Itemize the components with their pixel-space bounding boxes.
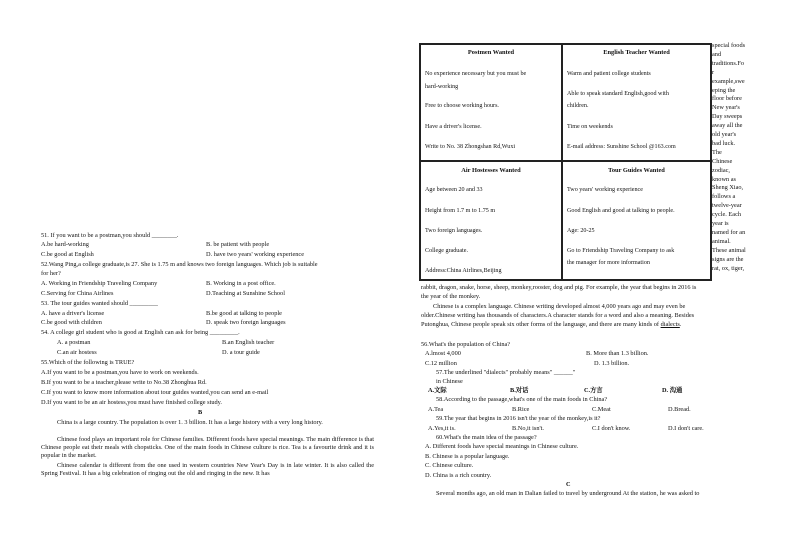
question-55: 55.Which of the following is TRUE?: [41, 359, 135, 366]
option-54c: C.an air hostess: [57, 349, 97, 356]
side-line: away all the: [712, 122, 743, 130]
english-teacher-ad: [562, 44, 711, 161]
question-59: 59.The year that begins in 2016 isn't the year of the monkey,is it?: [436, 415, 601, 422]
option-56c: C.12 million: [425, 360, 457, 367]
guides-title: Tour Guides Wanted: [608, 167, 665, 174]
guides-line-4: Go to Friendship Traveling Company to ask: [567, 248, 675, 254]
side-line: Chinese: [712, 157, 733, 165]
side-line: r: [712, 68, 715, 76]
side-line: rat, ox, tiger,: [712, 264, 745, 272]
passage-c-line-1: Several months ago, an old man in Dalian failed to travel by underground At the station, he was asked to: [436, 490, 700, 497]
option-57d: D. 沟通: [662, 387, 683, 394]
option-58a: A.Tea: [428, 406, 444, 413]
option-51b: B. be patient with people: [206, 241, 270, 248]
question-53: 53. The tour guides wanted should _________: [41, 300, 158, 307]
dialects-underlined: dialects: [660, 321, 680, 328]
guides-line-3: Age: 20-25: [567, 228, 595, 234]
option-51a: A.be hard-working: [41, 241, 89, 248]
side-line: old year's: [712, 131, 737, 138]
side-line: and: [712, 50, 722, 58]
option-54d: D. a tour guide: [222, 349, 260, 356]
side-line: example,swe: [712, 77, 745, 85]
option-59c: C.I don't know.: [592, 425, 631, 432]
option-58c: C.Meat: [592, 406, 611, 413]
side-line: traditions.Fo: [712, 59, 745, 67]
postmen-line-5: Write to No. 38 Zhongshan Rd,Wuxi: [425, 144, 516, 150]
option-53d: D. speak two foreign languages: [206, 319, 286, 326]
option-55d: D.If you want to be an air hostess,you must have finished college study.: [41, 399, 222, 406]
dialects-sentence: Putonghua, Chinese people speak six other forms of the language, and there are many kinds of: [421, 321, 661, 328]
option-60b: B. Chinese is a popular language.: [425, 453, 510, 460]
question-54: 54. A college girl student who is good at English can ask for being _________.: [41, 329, 240, 336]
side-line: signs are the: [712, 255, 744, 263]
option-53b: B.be good at talking to people: [206, 310, 282, 317]
option-59d: D.I don't care.: [668, 425, 704, 432]
option-57c: C.方言: [584, 387, 603, 394]
passage-b-cont-2: the year of the monkey.: [421, 293, 481, 300]
question-56: 56.What's the population of China?: [421, 341, 511, 348]
option-59a: A.Yes,it is.: [428, 425, 456, 432]
question-51: 51. If you want to be a postman,you should ________.: [41, 232, 179, 239]
postmen-title: Postmen Wanted: [467, 49, 515, 56]
postmen-line-3: Free to choose working hours.: [425, 103, 499, 109]
option-55a: A.If you want to be a postman,you have to work on weekends.: [41, 369, 199, 376]
option-60c: C. Chinese culture.: [425, 462, 474, 469]
passage-b-para-1: China is a large country. The population is over 1. 3 billion. It has a large history with a very long history.: [57, 419, 323, 426]
option-57a: A.文际: [428, 387, 447, 394]
side-line: The: [712, 148, 722, 156]
side-line: follows a: [712, 193, 736, 201]
option-56b: B. More than 1.3 billion.: [586, 350, 649, 357]
option-53a: A. have a driver's license: [41, 310, 105, 317]
postmen-line-1: No experience necessary but you must be: [425, 71, 527, 77]
side-line: floor before: [712, 95, 742, 103]
option-52d: D.Teaching at Sunshine School: [206, 290, 285, 297]
guides-line-1: Two years' working experience: [567, 187, 643, 193]
postmen-ad: [420, 44, 562, 161]
option-56a: A.lmost 4,000: [425, 350, 461, 357]
teacher-line-1: Warm and patient college students: [567, 71, 651, 77]
side-line: zodiac,: [712, 166, 731, 174]
option-53c: C.be good with children: [41, 319, 102, 326]
teacher-line-2: Able to speak standard English,good with: [567, 91, 669, 97]
option-58d: D.Bread.: [668, 406, 691, 413]
teacher-title: English Teacher Wanted: [603, 49, 670, 56]
passage-b-cont-4: older.Chinese writing has thousands of characters.A character stands for a word and also a meaning. Besides: [421, 312, 695, 319]
option-59b: B.No,it isn't.: [512, 425, 544, 432]
hostess-line-1: Age between 20 and 33: [425, 187, 483, 193]
question-57-cont: in Chinese: [436, 378, 463, 385]
option-54b: B.an English teacher: [222, 339, 275, 346]
side-line: year is: [712, 220, 729, 227]
side-line: Day sweeps: [712, 113, 743, 121]
section-c-heading: C: [566, 481, 571, 488]
passage-b-cont-1: rabbit, dragon, snake, horse, sheep, monkey,rooster, dog and pig. For example, the year that begins in 2016 is: [421, 284, 697, 291]
tour-guides-ad: [562, 161, 711, 280]
option-51d: D. have two years' working experience: [206, 251, 304, 258]
passage-b-para-2: Chinese food plays an important role for Chinese families. Different foods have special meanings. The main difference is that Chinese people eat their meals with chopsticks. One of the main foods in Chinese culture is rice. Tea is a favourite drink and it is popular in the market.: [41, 436, 374, 459]
question-60: 60.What's the main idea of the passage?: [436, 434, 537, 441]
section-b-heading: B: [198, 409, 203, 416]
passage-b-para-3: Chinese calendar is different from the one used in western countries New Year's Day is in late winter. It is also called the Spring Festival. It has a big celebration of ringing out the old and ringing in the new. It has: [41, 462, 374, 477]
question-52-cont: for her?: [41, 270, 61, 277]
option-55b: B.If you want to be a teacher,please write to No.38 Zhonghua Rd.: [41, 379, 207, 386]
guides-line-2: Good English and good at talking to people.: [567, 208, 675, 214]
side-line: special foods: [712, 42, 746, 49]
option-60a: A. Different foods have special meanings in Chinese culture.: [425, 443, 579, 450]
question-58: 58.According to the passage,what's one of the main foods in China?: [436, 396, 608, 403]
option-57b: B.对话: [510, 387, 529, 394]
side-line: eping the: [712, 86, 736, 94]
job-ads-table: [419, 43, 712, 281]
hostess-line-2: Height from 1.7 m to 1.75 m: [425, 208, 496, 214]
side-line: animal.: [712, 237, 731, 245]
side-line: Sheng Xiao,: [712, 184, 744, 192]
option-54a: A. a postman: [57, 339, 91, 346]
question-57: 57.The underlined "dialects" probably means" ______": [436, 369, 576, 376]
hostess-line-5: Address:China Airlines,Beijing: [425, 268, 502, 274]
side-line: cycle. Each: [712, 211, 742, 219]
hostess-title: Air Hostesses Wanted: [461, 167, 521, 174]
hostess-line-4: College graduate.: [425, 248, 468, 254]
option-60d: D. China is a rich country.: [425, 472, 492, 479]
hostess-line-3: Two foreign languages.: [425, 228, 483, 234]
teacher-line-5: E-mail address: Sunshine School @163.com: [567, 144, 676, 150]
question-52: 52.Wang Ping,a college graduate,is 27. She is 1.75 m and knows two foreign languages. Which job is suitable: [41, 261, 318, 268]
teacher-line-3: children.: [567, 103, 589, 109]
option-52b: B. Working in a post office.: [206, 280, 276, 287]
teacher-line-4: Time on weekends: [567, 124, 613, 130]
option-58b: B.Rice: [512, 406, 530, 413]
dialects-period: .: [679, 321, 682, 328]
air-hostesses-ad: [420, 161, 562, 280]
passage-b-cont-5: [421, 321, 681, 329]
side-line: twelve-year: [712, 202, 742, 210]
postmen-line-2: hard-working: [425, 84, 459, 90]
option-52a: A. Working in Friendship Traveling Company: [41, 280, 158, 287]
postmen-line-4: Have a driver's license.: [425, 124, 482, 130]
side-line: known as: [712, 175, 736, 183]
option-56d: D. 1.3 billion.: [594, 360, 630, 367]
option-51c: C.be good at English: [41, 251, 94, 258]
guides-line-5: the manager for more information: [567, 260, 650, 266]
side-line: New year's: [712, 104, 740, 112]
side-line: bad luck.: [712, 139, 736, 147]
passage-b-cont-3: Chinese is a complex language. Chinese writing developed almost 4,000 years ago and may even be: [433, 303, 686, 310]
side-line: named for an: [712, 228, 746, 236]
side-line: These animal: [712, 246, 746, 254]
option-52c: C.Serving for China Airlines: [41, 290, 114, 297]
option-55c: C.If you want to know more information about tour guides wanted,you can send an e-mail: [41, 389, 269, 396]
